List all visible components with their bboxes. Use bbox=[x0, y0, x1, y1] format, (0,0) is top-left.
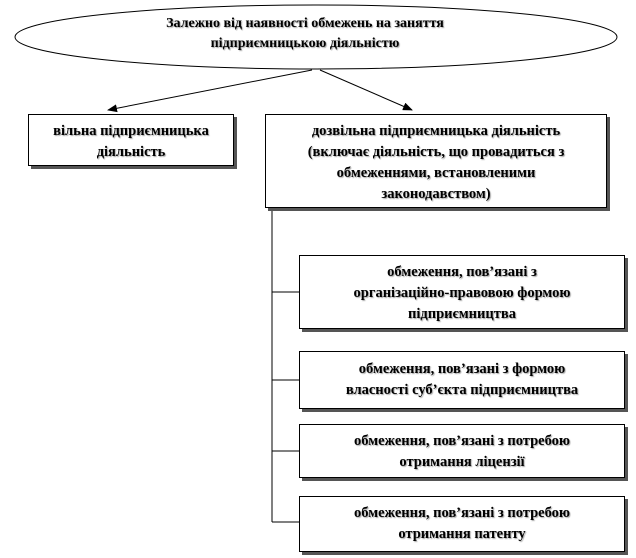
box-line: обмеження, пов’язані з bbox=[387, 264, 537, 280]
restriction-box-ownership bbox=[299, 351, 625, 409]
box-line: обмеженнями, встановленими bbox=[336, 165, 536, 181]
box-line: власності суб’єкта підприємництва bbox=[345, 382, 579, 398]
box-line: організаційно-правовою формою bbox=[353, 285, 571, 301]
free-activity-box bbox=[28, 114, 234, 166]
root-line: підприємницькою діяльністю bbox=[210, 36, 400, 51]
box-line: отримання патенту bbox=[398, 526, 526, 542]
root-line: Залежно від наявності обмежень на заняття bbox=[166, 16, 444, 31]
box-line: обмеження, пов’язані з потребою bbox=[354, 505, 570, 521]
box-line: законодавством) bbox=[381, 186, 491, 202]
box-line: підприємництва bbox=[408, 306, 516, 322]
arrow-to-permissive-activity bbox=[320, 70, 412, 110]
arrow-to-free-activity bbox=[108, 70, 312, 110]
root-criterion-text bbox=[20, 14, 590, 54]
permissive-activity-box bbox=[265, 114, 607, 208]
box-line: (включає діяльність, що провадиться з bbox=[307, 144, 565, 160]
box-line: дозвільна підприємницька діяльність bbox=[311, 123, 561, 139]
box-line: отримання ліцензії bbox=[399, 454, 525, 470]
box-line: діяльність bbox=[96, 144, 166, 160]
box-line: вільна підприємницька bbox=[53, 123, 209, 139]
restriction-box-patent bbox=[299, 496, 625, 552]
box-line: обмеження, пов’язані з формою bbox=[358, 361, 566, 377]
restriction-box-legal-form bbox=[299, 255, 625, 329]
box-line: обмеження, пов’язані з потребою bbox=[354, 433, 570, 449]
restriction-box-license bbox=[299, 424, 625, 478]
